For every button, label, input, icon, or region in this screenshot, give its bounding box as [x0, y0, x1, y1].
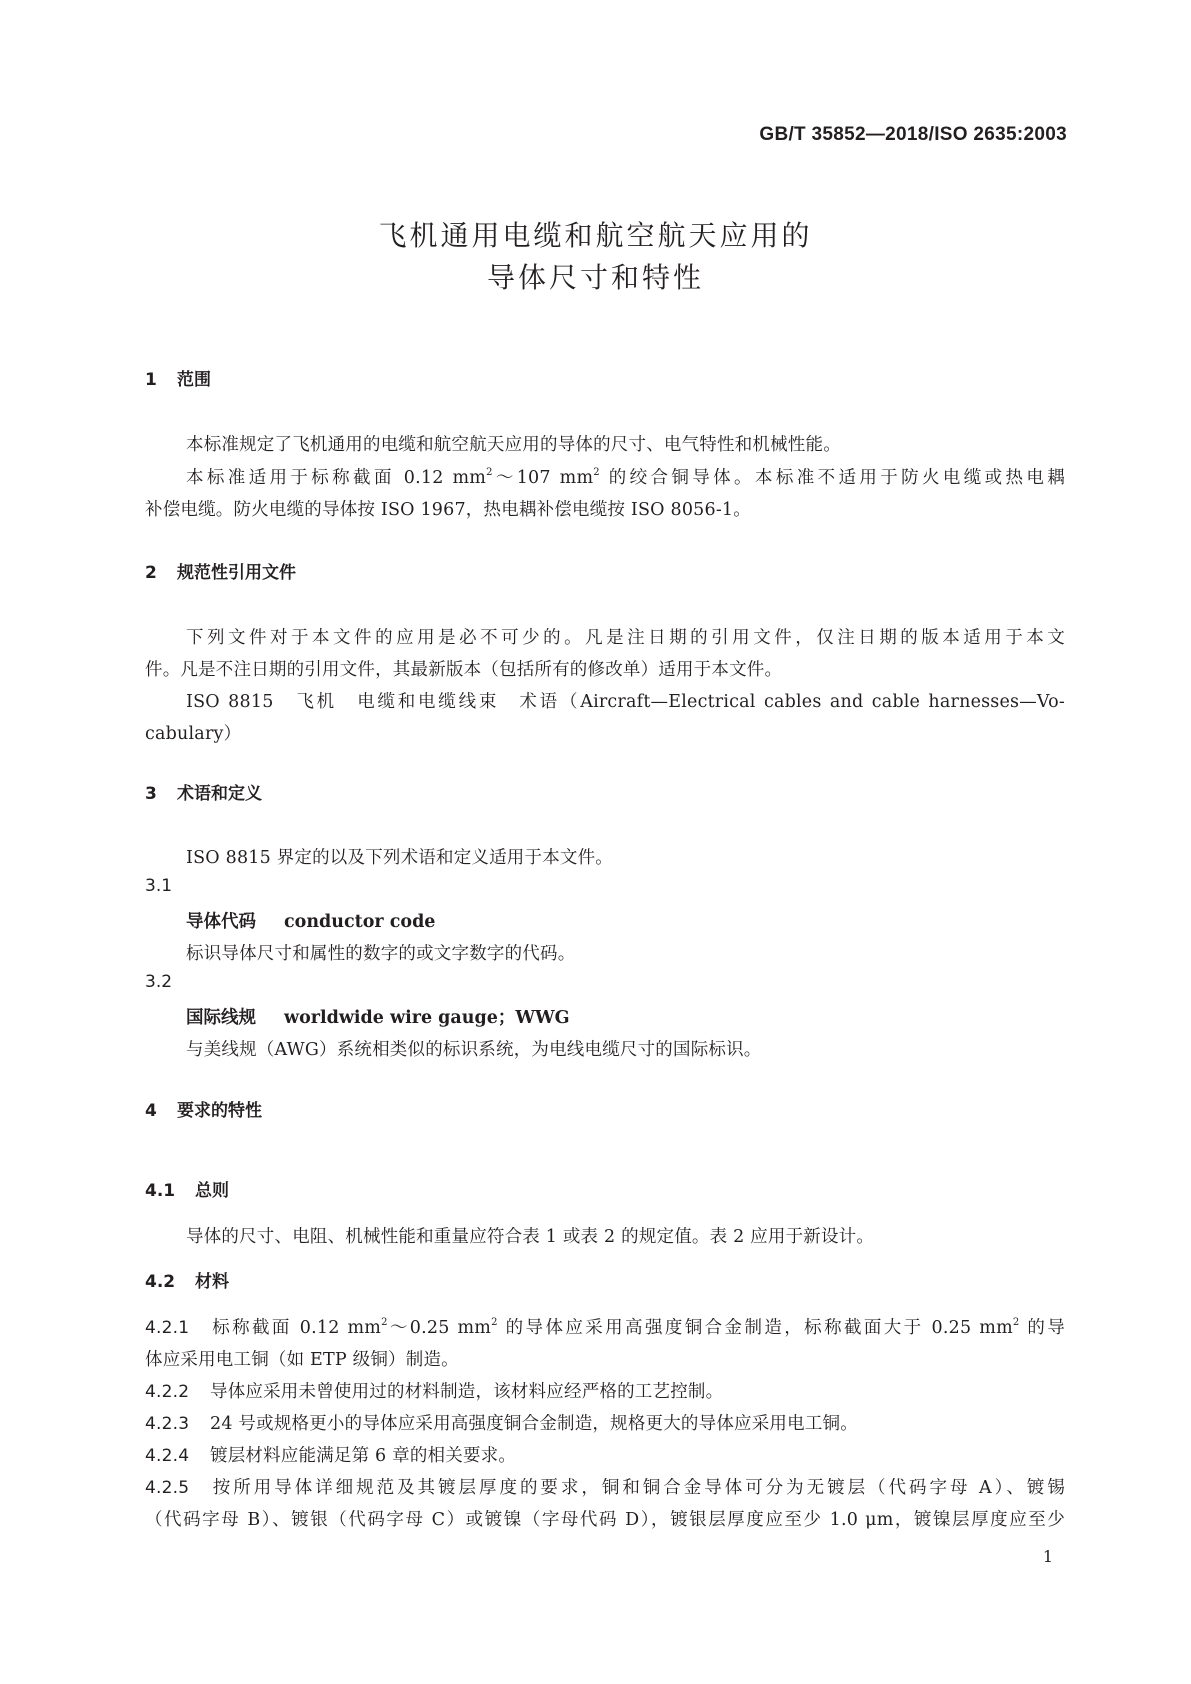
superscript: 2	[486, 467, 493, 478]
clause-text: 按所用导体详细规范及其镀层厚度的要求，铜和铜合金导体可分为无镀层（代码字母 A）、镀锡	[210, 1478, 1065, 1498]
text-run: 标称截面 0.12 mm	[210, 1318, 382, 1338]
section-number: 4.1	[145, 1181, 176, 1201]
section-2-heading	[145, 558, 296, 583]
subsection-4-1-heading	[145, 1176, 229, 1201]
superscript: 2	[1012, 1317, 1020, 1328]
text-run: 的绞合铜导体。本标准不适用于防火电缆或热电耦	[599, 468, 1065, 488]
clause-4-2-3	[145, 1410, 858, 1435]
reference-entry: ISO 8815 飞机 电缆和电缆线束 术语（Aircraft—Electrical cables and cable harnesses—Vo-	[186, 692, 1065, 712]
section-number: 3	[145, 784, 157, 804]
document-title-line-2: 导体尺寸和特性	[486, 261, 704, 294]
paragraph: （代码字母 B）、镀银（代码字母 C）或镀镍（字母代码 D），镀银层厚度应至少 1.0 μm，镀镍层厚度应至少	[145, 1510, 1065, 1530]
term-number: 3.2	[145, 972, 173, 992]
clause-number: 4.2.5	[145, 1478, 190, 1498]
clause-4-2-4	[145, 1442, 516, 1467]
term-number: 3.1	[145, 876, 173, 896]
superscript: 2	[491, 1317, 498, 1328]
section-number: 1	[145, 370, 157, 390]
section-number: 2	[145, 563, 157, 583]
paragraph: 体应采用电工铜（如 ETP 级铜）制造。	[145, 1350, 459, 1370]
section-3-heading	[145, 779, 262, 804]
term-en: conductor code	[284, 912, 436, 932]
superscript: 2	[381, 1317, 388, 1328]
text-run: 的导体应采用高强度铜合金制造，标称截面大于 0.25 mm	[497, 1318, 1013, 1338]
clause-text: 24 号或规格更小的导体应采用高强度铜合金制造，规格更大的导体应采用电工铜。	[210, 1414, 858, 1434]
section-number: 4	[145, 1101, 157, 1121]
term-zh: 国际线规	[186, 1008, 256, 1028]
section-title: 规范性引用文件	[177, 563, 296, 583]
clause-4-2-5	[145, 1474, 1065, 1499]
text-run: 的导	[1019, 1318, 1066, 1338]
clause-number: 4.2.3	[145, 1414, 190, 1434]
clause-number: 4.2.2	[145, 1382, 190, 1402]
clause-number: 4.2.4	[145, 1446, 190, 1466]
paragraph: 导体的尺寸、电阻、机械性能和重量应符合表 1 或表 2 的规定值。表 2 应用于新设计。	[186, 1227, 875, 1247]
paragraph: 补偿电缆。防火电缆的导体按 ISO 1967，热电耦补偿电缆按 ISO 8056-1。	[145, 500, 751, 520]
term-entry	[186, 908, 435, 933]
term-en: worldwide wire gauge；WWG	[284, 1008, 570, 1028]
paragraph: 本标准规定了飞机通用的电缆和航空航天应用的导体的尺寸、电气特性和机械性能。	[186, 435, 841, 455]
section-4-heading	[145, 1096, 262, 1121]
clause-4-2-1	[145, 1314, 1065, 1339]
paragraph: 件。凡是不注日期的引用文件，其最新版本（包括所有的修改单）适用于本文件。	[145, 660, 783, 680]
paragraph	[186, 464, 1065, 489]
superscript: 2	[593, 467, 600, 478]
text-run: ～0.25 mm	[387, 1318, 492, 1338]
paragraph: 下列文件对于本文件的应用是必不可少的。凡是注日期的引用文件，仅注日期的版本适用于本文	[186, 628, 1065, 648]
paragraph: ISO 8815 界定的以及下列术语和定义适用于本文件。	[186, 848, 614, 868]
term-entry	[186, 1004, 570, 1029]
term-definition: 与美线规（AWG）系统相类似的标识系统，为电线电缆尺寸的国际标识。	[186, 1040, 762, 1060]
document-title-line-1: 飞机通用电缆和航空航天应用的	[378, 219, 813, 252]
text-run: 本标准适用于标称截面 0.12 mm	[186, 468, 487, 488]
subsection-4-2-heading	[145, 1267, 229, 1292]
clause-text: 镀层材料应能满足第 6 章的相关要求。	[210, 1446, 517, 1466]
page-number: 1	[1042, 1547, 1053, 1566]
section-title: 术语和定义	[177, 784, 262, 804]
section-title: 材料	[195, 1272, 229, 1292]
standard-code: GB/T 35852—2018/ISO 2635:2003	[759, 124, 1067, 145]
term-definition: 标识导体尺寸和属性的数字的或文字数字的代码。	[186, 944, 576, 964]
term-zh: 导体代码	[186, 912, 256, 932]
section-title: 要求的特性	[177, 1101, 262, 1121]
section-1-heading	[145, 365, 211, 390]
clause-4-2-2	[145, 1378, 723, 1403]
clause-text: 导体应采用未曾使用过的材料制造，该材料应经严格的工艺控制。	[210, 1382, 724, 1402]
section-number: 4.2	[145, 1272, 176, 1292]
section-title: 总则	[195, 1181, 229, 1201]
clause-number: 4.2.1	[145, 1318, 190, 1338]
reference-entry: cabulary）	[145, 724, 242, 744]
text-run: ～107 mm	[492, 468, 594, 488]
section-title: 范围	[177, 370, 211, 390]
